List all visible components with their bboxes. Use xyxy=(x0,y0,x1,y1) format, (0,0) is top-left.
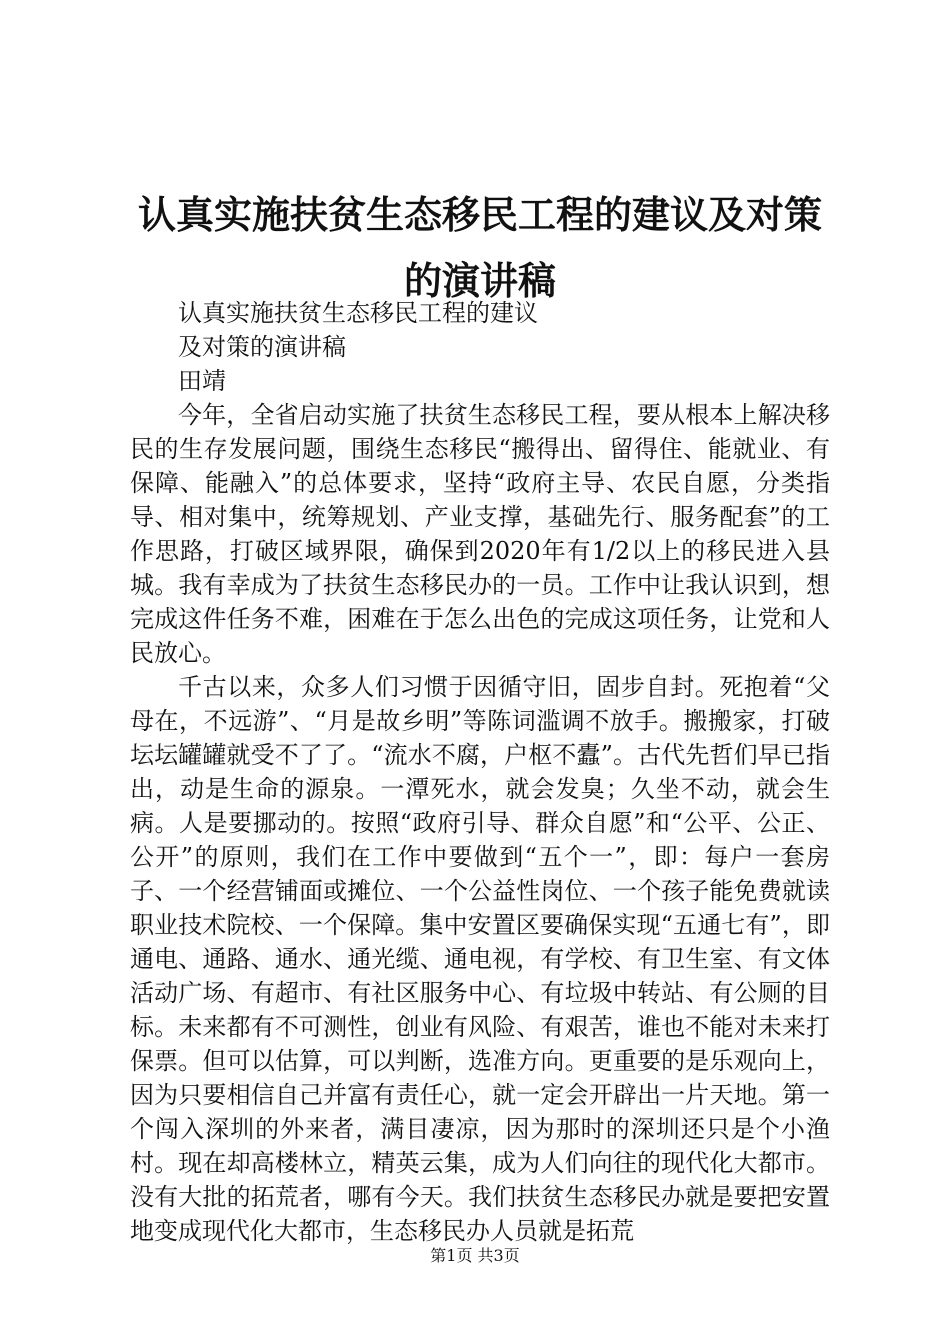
header-line-2: 及对策的演讲稿 xyxy=(178,333,346,361)
document-title: 认真实施扶贫生态移民工程的建议及对策的演讲稿 xyxy=(137,192,822,303)
paragraph-1: 今年，全省启动实施了扶贫生态移民工程，要从根本上解决移民的生存发展问题，围绕生态移民“搬得出、留得住、能就业、有保障、能融入”的总体要求，坚持“政府主导、农民自愿，分类指导、相对集中，统筹规划、产业支撑，基础先行、服务配套”的工作思路，打破区域界限，确保到2020年有1/2以上的移民进入县城。我有幸成为了扶贫生态移民办的一员。工作中让我认识到，想完成这件任务不难，困难在于怎么出色的完成这项任务，让党和人民放心。 xyxy=(130,401,830,667)
paragraph-2: 千古以来，众多人们习惯于因循守旧，固步自封。死抱着“父母在，不远游”、“月是故乡明”等陈词滥调不放手。搬搬家，打破坛坛罐罐就受不了了。“流水不腐，户枢不蠹”。古代先哲们早已指出，动是生命的源泉。一潭死水，就会发臭；久坐不动，就会生病。人是要挪动的。按照“政府引导、群众自愿”和“公平、公正、公开”的原则，我们在工作中要做到“五个一”，即：每户一套房子、一个经营铺面或摊位、一个公益性岗位、一个孩子能免费就读职业技术院校、一个保障。集中安置区要确保实现“五通七有”，即通电、通路、通水、通光缆、通电视，有学校、有卫生室、有文体活动广场、有超市、有社区服务中心、有垃圾中转站、有公厕的目标。未来都有不可测性，创业有风险、有艰苦，谁也不能对未来打保票。但可以估算，可以判断，选准方向。更重要的是乐观向上，因为只要相信自己并富有责任心，就一定会开辟出一片天地。第一个闯入深圳的外来者，满目凄凉，因为那时的深圳还只是个小渔村。现在却高楼林立，精英云集，成为人们向往的现代化大都市。没有大批的拓荒者，哪有今天。我们扶贫生态移民办就是要把安置地变成现代化大都市，生态移民办人员就是拓荒 xyxy=(130,673,830,1245)
author-name: 田靖 xyxy=(178,367,226,395)
page-footer: 第1页 共3页 xyxy=(430,1246,520,1265)
document-body xyxy=(130,296,830,1248)
header-line-1: 认真实施扶贫生态移民工程的建议 xyxy=(178,299,538,327)
